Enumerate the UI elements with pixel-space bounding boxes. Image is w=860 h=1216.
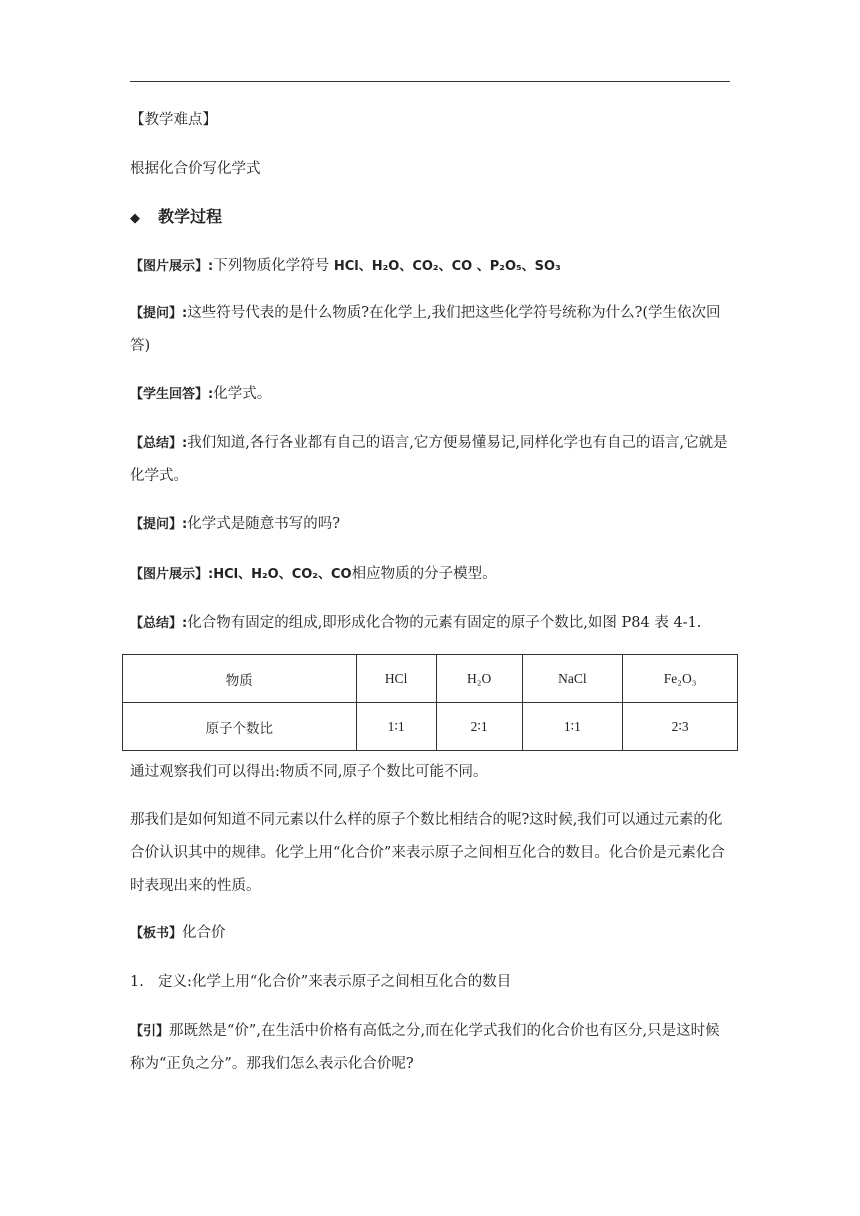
label: 【引】 (130, 1024, 170, 1039)
label: 【总结】: (130, 436, 188, 451)
text: 下列物质化学符号 (213, 258, 330, 274)
text: 定义:化学上用“化合价”来表示原子之间相互化合的数目 (158, 974, 512, 990)
table-cell: 原子个数比 (123, 703, 357, 751)
formulas: HCl、H₂O、CO₂、CO 、P₂O₅、SO₃ (333, 259, 561, 274)
paragraph-picture-1 (130, 250, 740, 283)
label: 【图片展示】: (130, 259, 214, 274)
text: 这些符号代表的是什么物质?在化学上,我们把这些化学符号统称为什么?(学生依次回答) (130, 305, 721, 354)
process-heading: 教学过程 (158, 207, 223, 226)
paragraph-board (130, 917, 740, 950)
text: 化合价 (182, 925, 226, 941)
text: 化学式是随意书写的吗? (187, 516, 340, 532)
difficulty-text: 根据化合价写化学式 (130, 161, 261, 177)
process-heading-row (130, 200, 740, 235)
text: 化合物有固定的组成,即形成化合物的元素有固定的原子个数比,如图 P84 表 4-1. (187, 615, 702, 631)
table-cell: 1∶1 (522, 703, 623, 751)
atom-ratio-table (122, 654, 738, 751)
label: 【提问】: (130, 306, 188, 321)
table-cell: Fe₂O₃ (623, 655, 738, 703)
text: 化学式。 (213, 386, 272, 402)
label: 【板书】 (130, 926, 183, 941)
table-cell: HCl (356, 655, 436, 703)
text: 我们知道,各行各业都有自己的语言,它方便易懂易记,同样化学也有自己的语言,它就是化学式。 (130, 435, 728, 484)
label: 【学生回答】: (130, 387, 214, 402)
label: 【图片展示】: (130, 567, 214, 582)
label: 【提问】: (130, 517, 188, 532)
list-number: 1. (130, 974, 144, 990)
paragraph-answer (130, 378, 740, 411)
text: 相应物质的分子模型。 (351, 566, 497, 582)
table-cell: 1∶1 (356, 703, 436, 751)
after-table-text: 通过观察我们可以得出:物质不同,原子个数比可能不同。 (130, 764, 488, 780)
paragraph-question-1 (130, 297, 740, 363)
diamond-bullet-icon: ◆ (130, 211, 140, 226)
table-row (123, 703, 738, 751)
header-rule (130, 81, 730, 82)
table-row (123, 655, 738, 703)
table-cell: 2∶3 (623, 703, 738, 751)
table-cell: 2∶1 (436, 703, 522, 751)
paragraph-picture-2 (130, 558, 740, 591)
difficulty-heading: 【教学难点】 (130, 112, 217, 128)
paragraph-intro (130, 1015, 732, 1081)
paragraph-question-2 (130, 508, 740, 541)
table-cell: 物质 (123, 655, 357, 703)
definition-item (130, 966, 740, 999)
formulas: HCl、H₂O、CO₂、CO (213, 567, 352, 582)
paragraph-valence-rule: 那我们是如何知道不同元素以什么样的原子个数比相结合的呢?这时候,我们可以通过元素的化合价认识其中的规律。化学上用“化合价”来表示原子之间相互化合的数目。化合价是元素化合时表现出来的性质。 (130, 812, 725, 894)
label: 【总结】: (130, 616, 188, 631)
paragraph-summary-1 (130, 427, 740, 493)
paragraph-summary-2 (130, 607, 740, 640)
table-cell: NaCl (522, 655, 623, 703)
text: 那既然是“价”,在生活中价格有高低之分,而在化学式我们的化合价也有区分,只是这时候称为“正负之分”。那我们怎么表示化合价呢? (130, 1023, 720, 1072)
table-cell: H₂O (436, 655, 522, 703)
